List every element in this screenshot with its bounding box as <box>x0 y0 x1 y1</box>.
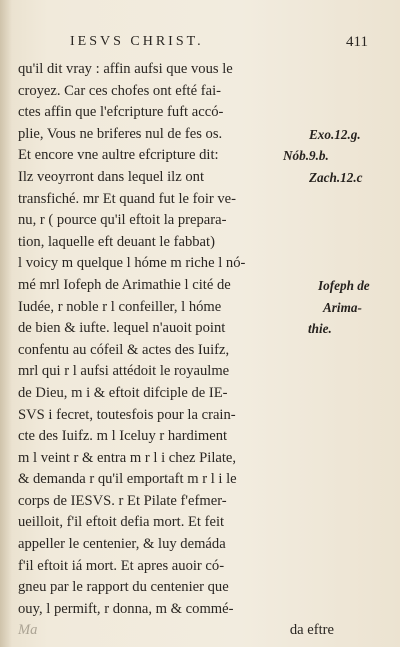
catchword: da eftre <box>289 622 334 639</box>
margin-note: thie. <box>308 321 332 337</box>
margin-note: Nób.9.b. <box>283 148 329 164</box>
text-line: de Dieu, m i & eftoit difciple de IE- <box>18 384 228 401</box>
text-line: confentu au cófeil & actes des Iuifz, <box>18 341 230 358</box>
text-line: croyez. Car ces chofes ont efté fai- <box>18 82 221 99</box>
margin-note: Iofeph de <box>318 277 370 293</box>
text-line: corps de IESVS. r Et Pilate f'efmer- <box>18 492 227 509</box>
running-head: IESVS CHRIST. <box>70 34 204 49</box>
text-line: & demanda r qu'il emportaft m r l i le <box>18 471 237 488</box>
text-line: Ilz veoyrront dans lequel ilz ont Zach.12.c <box>18 167 358 189</box>
text-line: plie, Vous ne briferes nul de fes os. Exo.12.g. <box>18 124 358 146</box>
text-line: tion, laquelle eft deuant le fabbat) <box>18 233 215 250</box>
text-line: ouy, l permift, r donna, m & commé- <box>18 600 234 617</box>
catchword-line <box>18 620 358 642</box>
text-line: cte des Iuifz. m l Iceluy r hardiment <box>18 428 228 445</box>
text-line: mé mrl Iofeph de Arimathie l cité de Iofeph de <box>18 275 358 297</box>
text-line: gneu par le rapport du centenier que <box>18 579 229 596</box>
text-line: appeller le centenier, & luy demáda <box>18 536 226 553</box>
text-line: ctes affin que l'efcripture fuft accó- <box>18 104 224 121</box>
page-header <box>62 34 368 54</box>
text-line: Iudée, r noble r l confeiller, l hóme Arima- <box>18 297 358 319</box>
text-line: mrl qui r l aufsi attédoit le royaulme <box>18 363 230 380</box>
text-line: qu'il dit vray : affin aufsi que vous le <box>18 61 233 77</box>
signature-mark: Ma <box>18 622 38 639</box>
margin-note: Zach.12.c <box>309 169 363 185</box>
page-number: 411 <box>346 34 368 50</box>
page-gutter <box>0 0 12 647</box>
margin-note: Arima- <box>323 299 362 315</box>
text-block <box>18 59 370 642</box>
text-line: m l veint r & entra m r l i chez Pilate, <box>18 449 237 466</box>
text-line: nu, r ( pource qu'il eftoit la prepara- <box>18 212 227 229</box>
text-line: l voicy m quelque l hóme m riche l nó- <box>18 255 246 272</box>
text-line: SVS i fecret, toutesfois pour la crain- <box>18 406 236 423</box>
margin-note: Exo.12.g. <box>309 126 361 142</box>
text-line: de bien & iufte. lequel n'auoit point thie. <box>18 318 358 340</box>
text-line: f'il eftoit iá mort. Et apres auoir có- <box>18 557 225 574</box>
text-line: Et encore vne aultre efcripture dit: Nób.9.b. <box>18 145 358 167</box>
text-line: transfiché. mr Et quand fut le foir ve- <box>18 190 237 207</box>
text-line: ueilloit, f'il eftoit defia mort. Et feit <box>18 514 225 531</box>
